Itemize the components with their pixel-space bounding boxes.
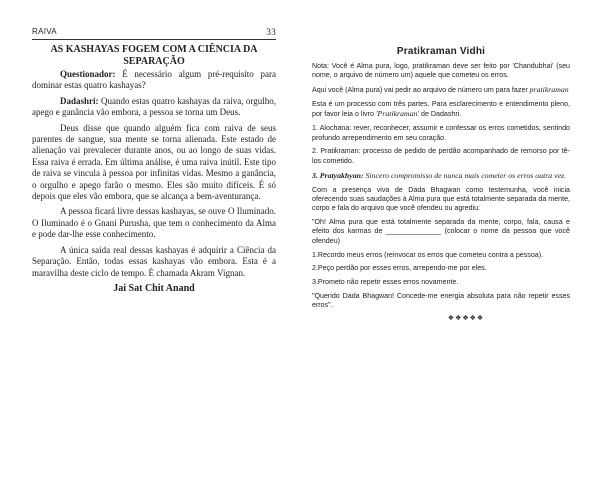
instruction-text: Aqui você (Alma pura) vai pedir ao arquivo de número um para fazer [312,86,530,95]
prayer-paragraph: "Querido Dada Bhagwan! Concede-me energia absoluta para não repetir esses erros". [312,292,570,310]
invocation-paragraph: "Oh! Alma pura que está totalmente separada da mente, corpo, fala, causa e efeito dos karmas de ______________ (colocar o nome da pessoa que você ofendeu) [312,218,570,245]
question-paragraph [32,69,276,92]
witness-paragraph: Com a presença viva de Dada Bhagwan como testemunha, você inicia oferecendo suas saudações à Alma pura que está totalmente separada da mente, corpo e fala do arquivo que você ofendeu ou agrediu: [312,185,570,213]
section-title: AS KASHAYAS FOGEM COM A CIÊNCIA DA SEPARAÇÃO [50,44,258,67]
step-pratikraman: 2. Pratikraman: processo de pedido de perdão acompanhado de remorso por tê-los cometido. [312,147,570,165]
note-paragraph: Nota: Você é Alma pura, logo, pratikraman deve ser feito por 'Chandubhai' (seu nome, o arquivo de número um) aquele que cometeu os erros. [312,62,570,80]
ornament-divider: ❖❖❖❖❖ [447,314,485,323]
answer-paragraph [32,96,276,119]
instruction-emphasis: pratikraman [529,85,569,95]
recall-step: 1.Recordo meus erros (reinvocar os erros que cometeu contra a pessoa). [312,250,544,259]
page-title: Pratikraman Vidhi [396,46,486,57]
promise-step: 3.Prometo não repetir esses erros novamente. [312,278,459,287]
running-head-title: RAIVA [32,27,57,36]
body-paragraph: A única saída real dessas kashayas é adquirir a Ciência da Separação. Então, todas essas kashayas vão embora. Esta é a maravilha deste ciclo de tempo. É chamada Akram Vignan. [32,244,276,278]
closing-line: Jai Sat Chit Anand [113,282,195,294]
step-text: Sincero compromisso de nunca mais cometer os erros outra vez. [363,170,567,180]
book-title: 'Pratikraman' [375,109,420,119]
left-page-body [32,44,276,294]
right-page-body [312,46,570,322]
step-label: 3. Pratyakhyan: [312,170,364,180]
page-number: 33 [266,27,276,37]
header-rule [32,39,276,40]
answer-text: Quando estas quatro kashayas da raiva, orgulho, apego e ganância vão embora, a pessoa se torna um Deus. [32,95,276,118]
answer-speaker: Dadashri: [60,95,99,106]
question-speaker: Questionador: [60,69,116,79]
step-pratyakhyan [312,171,570,181]
instruction-paragraph [312,85,570,95]
body-paragraph: A pessoa ficará livre dessas kashayas, se ouve O Iluminado. O Iluminado é o Gnani Purusha, que tem o conhecimento da Alma e pode dar-lhe esse conhecimento. [32,206,276,240]
running-head [32,27,276,39]
process-paragraph [312,100,570,120]
process-text: Esta é um processo com três partes. Para esclarecimento e entendimento pleno, por favor leia o livro [312,100,570,119]
step-alochana: 1. Alochana: rever, reconhecer, assumir e confessar os erros cometidos, sentindo profundo arrependimento em seu coração. [312,124,570,142]
question-text: É necessário algum pré-requisito para dominar estas quatro kashayas? [32,69,276,91]
body-paragraph: Deus disse que quando alguém fica com raiva de seus parentes de sangue, sua mente se torna alienada. Este estado de alienação vai prevalecer durante anos, ou ao longo de suas vidas. Essa raiva é errada. Em última análise, é uma raiva inútil. Este tipo de raiva se vincula à pessoa por infinitas vidas. Mesmo a ganância, o orgulho e apego farão o mesmo. Eles são muito difíceis. É só depois que eles vão embora, que se alcança a bem-aventurança. [32,122,276,202]
apology-step: 2.Peço perdão por esses erros, arrependo-me por eles. [312,264,487,273]
process-text-end: de Dadashri. [419,110,462,119]
